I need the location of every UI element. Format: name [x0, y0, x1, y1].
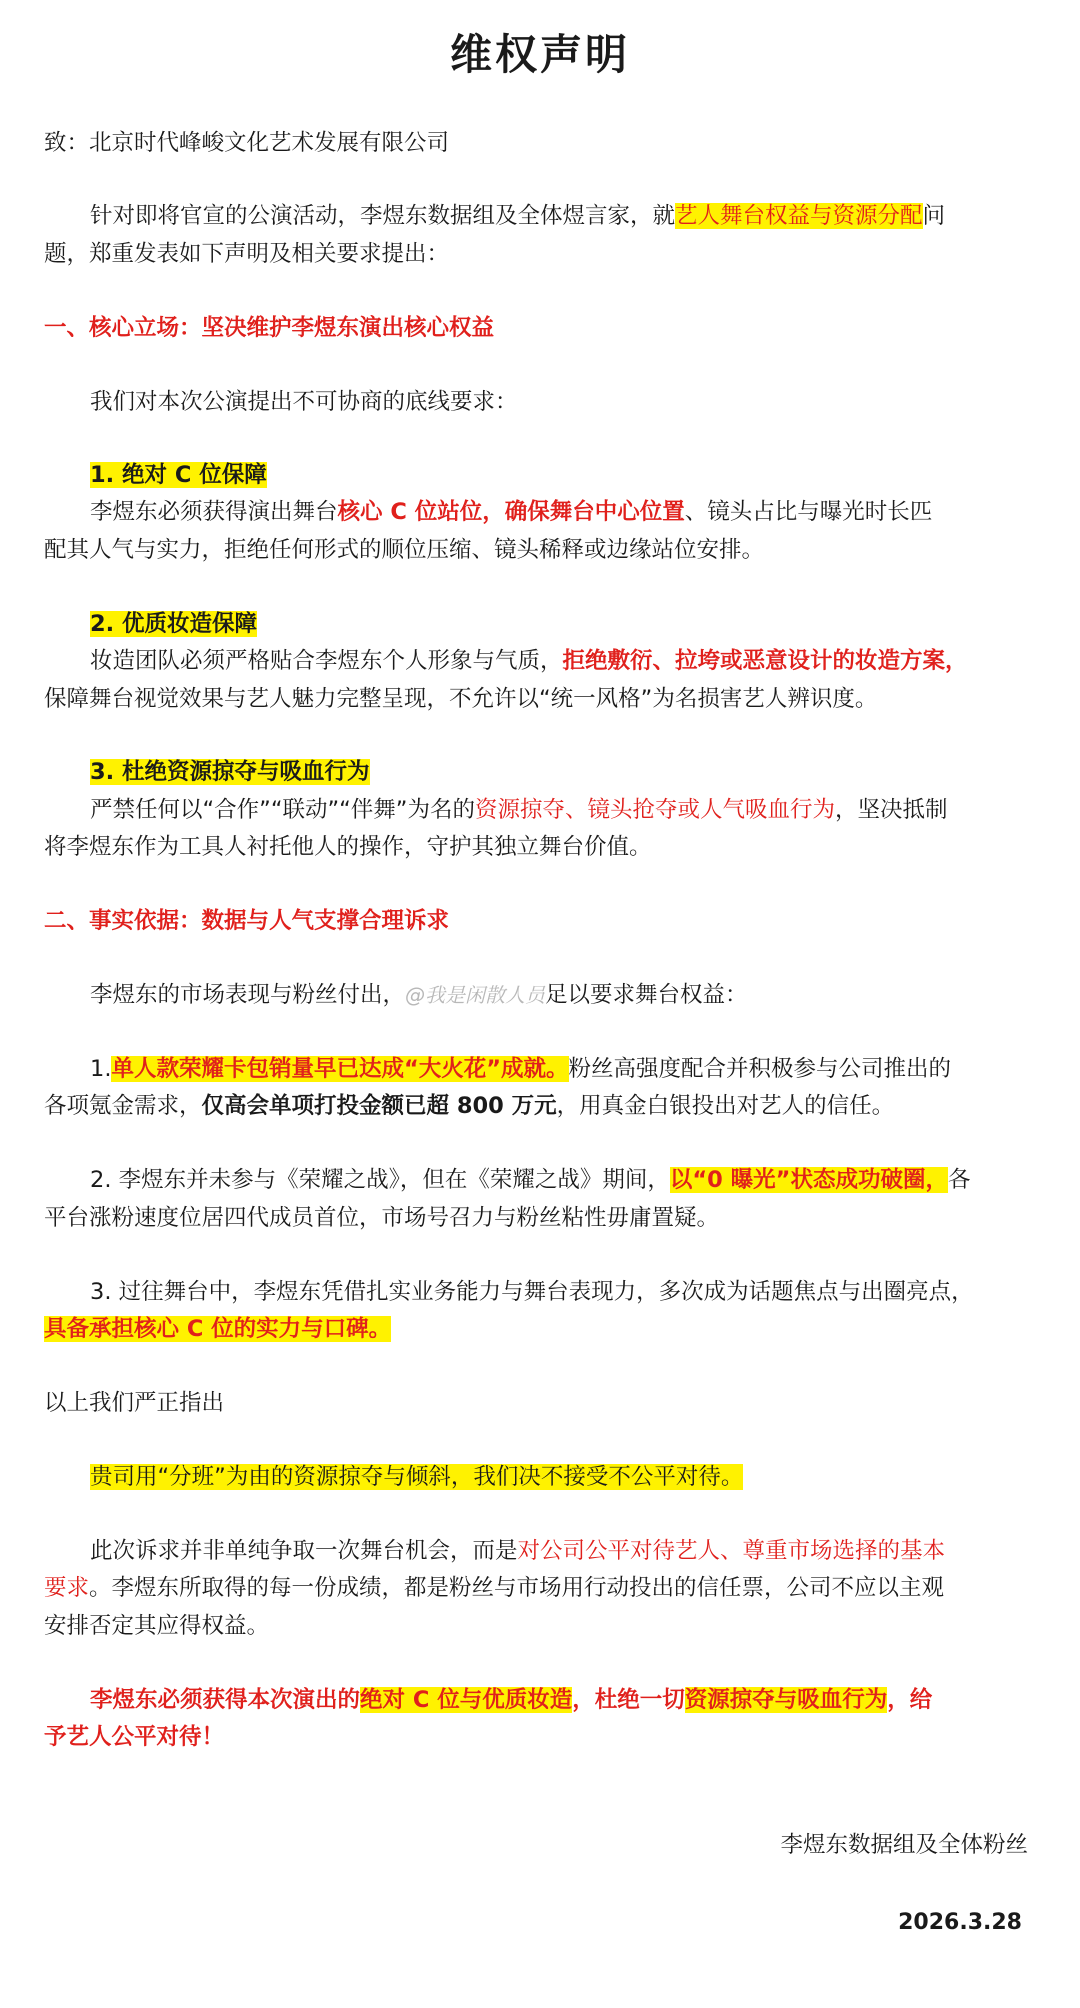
fact2-highlight: 以“0 曝光”状态成功破圈， — [669, 1167, 948, 1193]
closing-para-1a: 此次诉求并非单纯争取一次舞台机会，而是 — [90, 1538, 518, 1564]
fact1-text-2b: ，用真金白银投出对艺人的信任。 — [556, 1093, 895, 1119]
item3-text-1b: ，坚决抵制 — [834, 797, 948, 823]
demand-highlight-1: 绝对 C 位与优质妆造 — [360, 1687, 573, 1713]
section2-lead — [90, 980, 748, 1010]
item2-title — [90, 609, 257, 639]
closing-para-1-red: 对公司公平对待艺人、尊重市场选择的基本 — [517, 1538, 946, 1564]
intro-text-1b: 问 — [922, 203, 946, 229]
fact1-text-2a: 各项氪金需求， — [44, 1093, 202, 1119]
intro-text-1a: 针对即将官宣的公演活动，李煜东数据组及全体煜言家，就 — [90, 203, 676, 229]
section1-lead: 我们对本次公演提出不可协商的底线要求： — [90, 389, 518, 415]
item1-line-2: 配其人气与实力，拒绝任何形式的顺位压缩、镜头稀释或边缘站位安排。 — [44, 537, 765, 563]
item1-red: 核心 C 位站位，确保舞台中心位置 — [337, 499, 685, 525]
fact2-line-1 — [90, 1165, 970, 1195]
fact1-highlight: 单人款荣耀卡包销量早已达成“大火花”成就。 — [111, 1056, 569, 1082]
item3-line-1 — [90, 795, 947, 825]
section2-heading: 二、事实依据：数据与人气支撑合理诉求 — [44, 908, 450, 934]
point-out: 以上我们严正指出 — [44, 1390, 225, 1416]
item1-title-text: 1. 绝对 C 位保障 — [90, 462, 267, 488]
item3-title-text: 3. 杜绝资源掠夺与吸血行为 — [90, 759, 370, 785]
item3-red: 资源掠夺、镜头抢夺或人气吸血行为 — [474, 797, 835, 823]
item2-title-text: 2. 优质妆造保障 — [90, 611, 258, 637]
fact1-line-2 — [44, 1091, 894, 1121]
demand-line-1 — [90, 1685, 932, 1715]
closing-statement — [90, 1462, 743, 1492]
fact2-text-1a: 2. 李煜东并未参与《荣耀之战》，但在《荣耀之战》期间， — [90, 1167, 670, 1193]
fact1-line-1 — [90, 1054, 951, 1084]
intro-line-1 — [90, 201, 945, 231]
demand-a: 李煜东必须获得本次演出的 — [90, 1687, 361, 1713]
section1-heading: 一、核心立场：坚决维护李煜东演出核心权益 — [44, 315, 495, 341]
intro-highlight: 艺人舞台权益与资源分配 — [675, 203, 923, 229]
intro-line-2: 题，郑重发表如下声明及相关要求提出： — [44, 241, 450, 267]
demand-highlight-2: 资源掠夺与吸血行为 — [684, 1687, 888, 1713]
closing-para-line-3: 安排否定其应得权益。 — [44, 1613, 270, 1639]
item1-line-1 — [90, 497, 932, 527]
addressee: 致：北京时代峰峻文化艺术发展有限公司 — [44, 130, 450, 156]
section2-lead-b: 足以要求舞台权益： — [545, 982, 748, 1008]
fact1-num: 1. — [90, 1056, 112, 1082]
fact3-highlight: 具备承担核心 C 位的实力与口碑。 — [44, 1316, 392, 1342]
closing-para-line-1 — [90, 1536, 945, 1566]
fact3-line-1: 3. 过往舞台中，李煜东凭借扎实业务能力与舞台表现力，多次成为话题焦点与出圈亮点， — [90, 1279, 974, 1305]
demand-line-2: 予艺人公平对待！ — [44, 1724, 225, 1750]
demand-c: ，给 — [887, 1687, 933, 1713]
item3-title — [90, 757, 370, 787]
closing-para-line-2 — [44, 1573, 944, 1603]
item2-red: 拒绝敷衍、拉垮或恶意设计的妆造方案， — [562, 648, 968, 674]
item3-line-2: 将李煜东作为工具人衬托他人的操作，守护其独立舞台价值。 — [44, 834, 652, 860]
watermark: @我是闲散人员 — [405, 983, 546, 1007]
fact1-text-1b: 粉丝高强度配合并积极参与公司推出的 — [568, 1056, 952, 1082]
closing-para-2b: 。李煜东所取得的每一份成绩，都是粉丝与市场用行动投出的信任票，公司不应以主观 — [89, 1575, 945, 1601]
document-title: 维权声明 — [449, 30, 630, 79]
closing-para-2-red: 要求 — [44, 1575, 90, 1601]
item3-text-1a: 严禁任何以“合作”“联动”“伴舞”为名的 — [90, 797, 475, 823]
section2-lead-a: 李煜东的市场表现与粉丝付出， — [90, 982, 406, 1008]
closing-statement-text: 贵司用“分班”为由的资源掠夺与倾斜，我们决不接受不公平对待。 — [90, 1464, 744, 1490]
fact3-line-2 — [44, 1314, 391, 1344]
demand-b: ，杜绝一切 — [572, 1687, 685, 1713]
fact2-text-1b: 各 — [947, 1167, 971, 1193]
item2-line-1 — [90, 646, 968, 676]
fact2-line-2: 平台涨粉速度位居四代成员首位，市场号召力与粉丝粘性毋庸置疑。 — [44, 1205, 720, 1231]
fact1-bold: 仅高会单项打投金额已超 800 万元 — [201, 1093, 557, 1119]
date: 2026.3.28 — [898, 1910, 1022, 1935]
item2-text-1a: 妆造团队必须严格贴合李煜东个人形象与气质， — [90, 648, 563, 674]
item1-title — [90, 460, 267, 490]
signature: 李煜东数据组及全体粉丝 — [780, 1832, 1028, 1858]
item2-line-2: 保障舞台视觉效果与艺人魅力完整呈现，不允许以“统一风格”为名损害艺人辨识度。 — [44, 686, 878, 712]
item1-text-1a: 李煜东必须获得演出舞台 — [90, 499, 338, 525]
item1-text-1b: 、镜头占比与曝光时长匹 — [684, 499, 933, 525]
